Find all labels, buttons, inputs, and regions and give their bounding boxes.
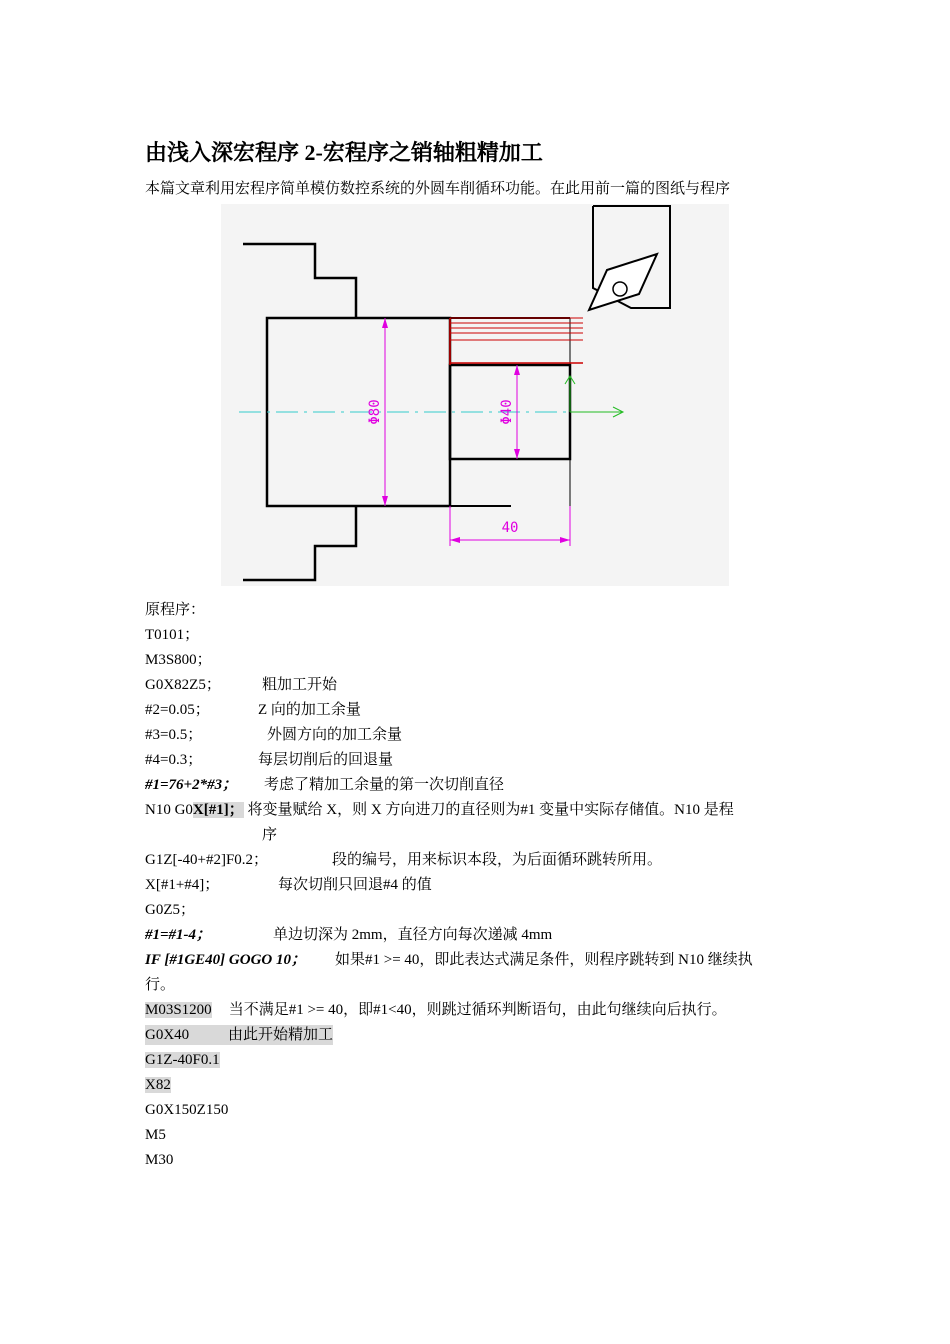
- intro-paragraph: 本篇文章利用宏程序简单模仿数控系统的外圆车削循环功能。在此用前一篇的图纸与程序: [145, 181, 731, 197]
- code-text: #1=#1-4；: [145, 927, 212, 943]
- program-line: [145, 875, 810, 900]
- comment-text: 如果#1 >= 40，即此表达式满足条件，则程序跳转到 N10 继续执: [335, 952, 753, 968]
- comment-text: 将变量赋给 X，则 X 方向进刀的直径则为#1 变量中实际存储值。N10 是程: [247, 802, 734, 818]
- program-line: G0X150Z150: [145, 1102, 229, 1118]
- code-text: #2=0.05；: [145, 702, 210, 718]
- lathe-drawing: [221, 204, 729, 586]
- program-line: [145, 950, 810, 975]
- program-listing: [145, 600, 810, 1175]
- program-header: 原程序：: [145, 602, 206, 618]
- code-text: M03S1200: [145, 1002, 212, 1018]
- program-line: M3S800；: [145, 652, 212, 668]
- comment-text: 粗加工开始: [262, 677, 338, 693]
- page-title: 由浅入深宏程序 2-宏程序之销轴粗精加工: [145, 140, 543, 165]
- comment-text: 每次切削只回退#4 的值: [278, 877, 432, 893]
- code-text: X[#1+#4]；: [145, 877, 220, 893]
- code-text: IF [#1GE40] GOGO 10；: [145, 952, 306, 968]
- program-line: [145, 925, 810, 950]
- program-line: T0101；: [145, 627, 200, 643]
- program-line: M5: [145, 1127, 166, 1143]
- program-line: [145, 700, 810, 725]
- program-line: [145, 1025, 810, 1050]
- comment-text: Z 向的加工余量: [258, 702, 361, 718]
- program-line: [145, 850, 810, 875]
- code-text: G0X82Z5；: [145, 677, 221, 693]
- program-line: [145, 1000, 810, 1025]
- code-text: N10 G0: [145, 802, 193, 818]
- dim-40-label: Φ40: [499, 399, 515, 425]
- comment-text: 当不满足#1 >= 40，即#1<40，则跳过循环判断语句，由此句继续向后执行。: [228, 1002, 727, 1018]
- code-text: G1Z-40F0.1: [145, 1052, 220, 1068]
- code-text-highlight: X[#1]；: [192, 802, 244, 818]
- comment-text: 由此开始精加工: [228, 1027, 334, 1043]
- dim-80-label: Φ80: [367, 399, 383, 425]
- code-highlight-block: [145, 1025, 333, 1045]
- comment-text: 考虑了精加工余量的第一次切削直径: [264, 777, 505, 793]
- comment-text: 每层切削后的回退量: [258, 752, 394, 768]
- code-text: X82: [145, 1077, 171, 1093]
- comment-continuation: 行。: [145, 977, 176, 993]
- program-line: G0Z5；: [145, 902, 195, 918]
- program-line: [145, 1050, 810, 1075]
- drawing-svg: [221, 204, 729, 586]
- code-text: #1=76+2*#3；: [145, 777, 238, 793]
- program-line: [145, 800, 810, 825]
- program-line: [145, 750, 810, 775]
- comment-text: 外圆方向的加工余量: [267, 727, 403, 743]
- comment-text: 段的编号，用来标识本段，为后面循环跳转所用。: [332, 852, 663, 868]
- code-text: G0X40: [145, 1027, 190, 1043]
- program-line: M30: [145, 1152, 174, 1168]
- program-line: [145, 775, 810, 800]
- dim-length-label: 40: [501, 520, 519, 536]
- comment-text: 单边切深为 2mm，直径方向每次递减 4mm: [273, 927, 553, 943]
- tool-insert-hole: [613, 282, 627, 296]
- code-text: #3=0.5；: [145, 727, 203, 743]
- program-line: [145, 1075, 810, 1100]
- comment-continuation: 序: [262, 827, 278, 843]
- code-text: #4=0.3；: [145, 752, 203, 768]
- code-text: G1Z[-40+#2]F0.2；: [145, 852, 269, 868]
- program-line: [145, 675, 810, 700]
- program-line: [145, 725, 810, 750]
